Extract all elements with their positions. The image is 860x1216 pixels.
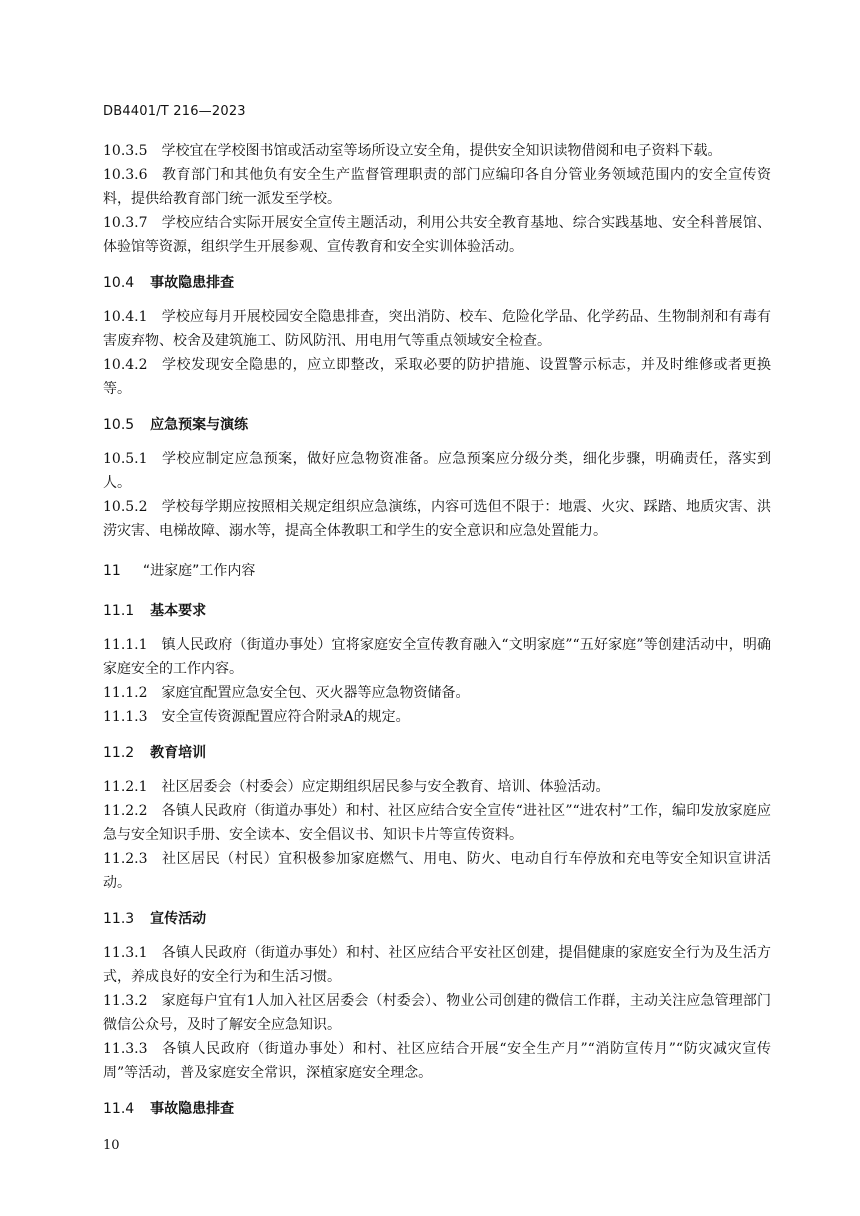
- clause-paragraph: [103, 163, 771, 211]
- clause-text: 社区居委会（村委会）应定期组织居民参与安全教育、培训、体验活动。: [161, 779, 610, 795]
- clause-number: 11.4: [103, 1101, 135, 1117]
- clause-paragraph: [103, 799, 771, 847]
- clause-number: 11.3.3: [103, 1041, 148, 1057]
- clause-text: 学校宜在学校图书馆或活动室等场所设立安全角，提供安全知识读物借阅和电子资料下载。: [161, 143, 722, 159]
- clause-number: 11.2.1: [103, 779, 148, 795]
- document-body: [103, 139, 771, 1131]
- clause-text: 家庭每户宜有1人加入社区居委会（村委会）、物业公司创建的微信工作群，主动关注应急管理部门微信公众号，及时了解安全应急知识。: [103, 993, 771, 1033]
- section-heading: [103, 1097, 771, 1121]
- clause-number: 11.1.3: [103, 709, 148, 725]
- clause-text: 事故隐患排查: [150, 275, 235, 291]
- clause-text: 各镇人民政府（街道办事处）和村、社区应结合安全宣传“进社区”“进农村”工作，编印发放家庭应急与安全知识手册、安全读本、安全倡议书、知识卡片等宣传资料。: [103, 803, 771, 843]
- clause-number: 10.4.2: [103, 357, 148, 373]
- clause-text: 安全宣传资源配置应符合附录A的规定。: [161, 709, 410, 725]
- clause-number: 11.3: [103, 911, 135, 927]
- clause-number: 11.2.2: [103, 803, 148, 819]
- clause-paragraph: [103, 495, 771, 543]
- clause-paragraph: [103, 941, 771, 989]
- document-code: DB4401/T 216—2023: [103, 104, 246, 119]
- clause-number: 11.1.1: [103, 637, 148, 653]
- clause-number: 11.1.2: [103, 685, 148, 701]
- clause-paragraph: [103, 775, 771, 799]
- section-heading: [103, 907, 771, 931]
- clause-number: 10.3.7: [103, 215, 148, 231]
- section-heading: [103, 271, 771, 295]
- clause-text: 家庭宜配置应急安全包、灭火器等应急物资储备。: [161, 685, 470, 701]
- section-heading: [103, 599, 771, 623]
- clause-text: 学校应每月开展校园安全隐患排查，突出消防、校车、危险化学品、化学药品、生物制剂和有毒有害废弃物、校舍及建筑施工、防风防汛、用电用气等重点领域安全检查。: [103, 309, 771, 349]
- clause-number: 10.3.5: [103, 143, 148, 159]
- clause-paragraph: [103, 847, 771, 895]
- clause-paragraph: [103, 633, 771, 681]
- clause-text: 社区居民（村民）宜积极参加家庭燃气、用电、防火、电动自行车停放和充电等安全知识宣讲活动。: [103, 851, 771, 891]
- section-heading: [103, 741, 771, 765]
- clause-text: 各镇人民政府（街道办事处）和村、社区应结合平安社区创建，提倡健康的家庭安全行为及生活方式，养成良好的安全行为和生活习惯。: [103, 945, 771, 985]
- clause-number: 11.3.1: [103, 945, 148, 961]
- clause-text: 学校应制定应急预案，做好应急物资准备。应急预案应分级分类，细化步骤，明确责任，落实到人。: [103, 451, 771, 491]
- clause-number: 10.5.2: [103, 499, 148, 515]
- clause-number: 10.4: [103, 275, 135, 291]
- clause-paragraph: [103, 447, 771, 495]
- page-number: 10: [103, 1138, 120, 1153]
- clause-text: 学校每学期应按照相关规定组织应急演练，内容可选但不限于：地震、火灾、踩踏、地质灾害、洪涝灾害、电梯故障、溺水等，提高全体教职工和学生的安全意识和应急处置能力。: [103, 499, 771, 539]
- clause-text: 镇人民政府（街道办事处）宜将家庭安全宣传教育融入“文明家庭”“五好家庭”等创建活动中，明确家庭安全的工作内容。: [103, 637, 771, 677]
- clause-paragraph: [103, 139, 771, 163]
- clause-number: 10.5: [103, 417, 135, 433]
- clause-text: “进家庭”工作内容: [142, 563, 256, 579]
- clause-text: 事故隐患排查: [150, 1101, 235, 1117]
- clause-paragraph: [103, 305, 771, 353]
- clause-text: 学校应结合实际开展安全宣传主题活动，利用公共安全教育基地、综合实践基地、安全科普展馆、体验馆等资源，组织学生开展参观、宣传教育和安全实训体验活动。: [103, 215, 771, 255]
- clause-number: 11.3.2: [103, 993, 148, 1009]
- clause-paragraph: [103, 353, 771, 401]
- clause-paragraph: [103, 705, 771, 729]
- clause-paragraph: [103, 681, 771, 705]
- clause-text: 教育部门和其他负有安全生产监督管理职责的部门应编印各自分管业务领域范围内的安全宣传资料，提供给教育部门统一派发至学校。: [103, 167, 771, 207]
- clause-number: 10.5.1: [103, 451, 148, 467]
- clause-number: 11: [103, 563, 121, 579]
- clause-text: 学校发现安全隐患的，应立即整改，采取必要的防护措施、设置警示标志，并及时维修或者更换等。: [103, 357, 771, 397]
- clause-paragraph: [103, 989, 771, 1037]
- clause-text: 各镇人民政府（街道办事处）和村、社区应结合开展“安全生产月”“消防宣传月”“防灾减灾宣传周”等活动，普及家庭安全常识，深植家庭安全理念。: [103, 1041, 771, 1081]
- clause-text: 教育培训: [150, 745, 207, 761]
- section-heading: [103, 413, 771, 437]
- clause-number: 10.3.6: [103, 167, 148, 183]
- clause-paragraph: [103, 211, 771, 259]
- clause-number: 11.1: [103, 603, 135, 619]
- chapter-heading: [103, 559, 771, 583]
- clause-text: 应急预案与演练: [150, 417, 249, 433]
- clause-number: 10.4.1: [103, 309, 148, 325]
- clause-number: 11.2: [103, 745, 135, 761]
- clause-paragraph: [103, 1037, 771, 1085]
- clause-text: 宣传活动: [150, 911, 207, 927]
- clause-number: 11.2.3: [103, 851, 148, 867]
- clause-text: 基本要求: [150, 603, 207, 619]
